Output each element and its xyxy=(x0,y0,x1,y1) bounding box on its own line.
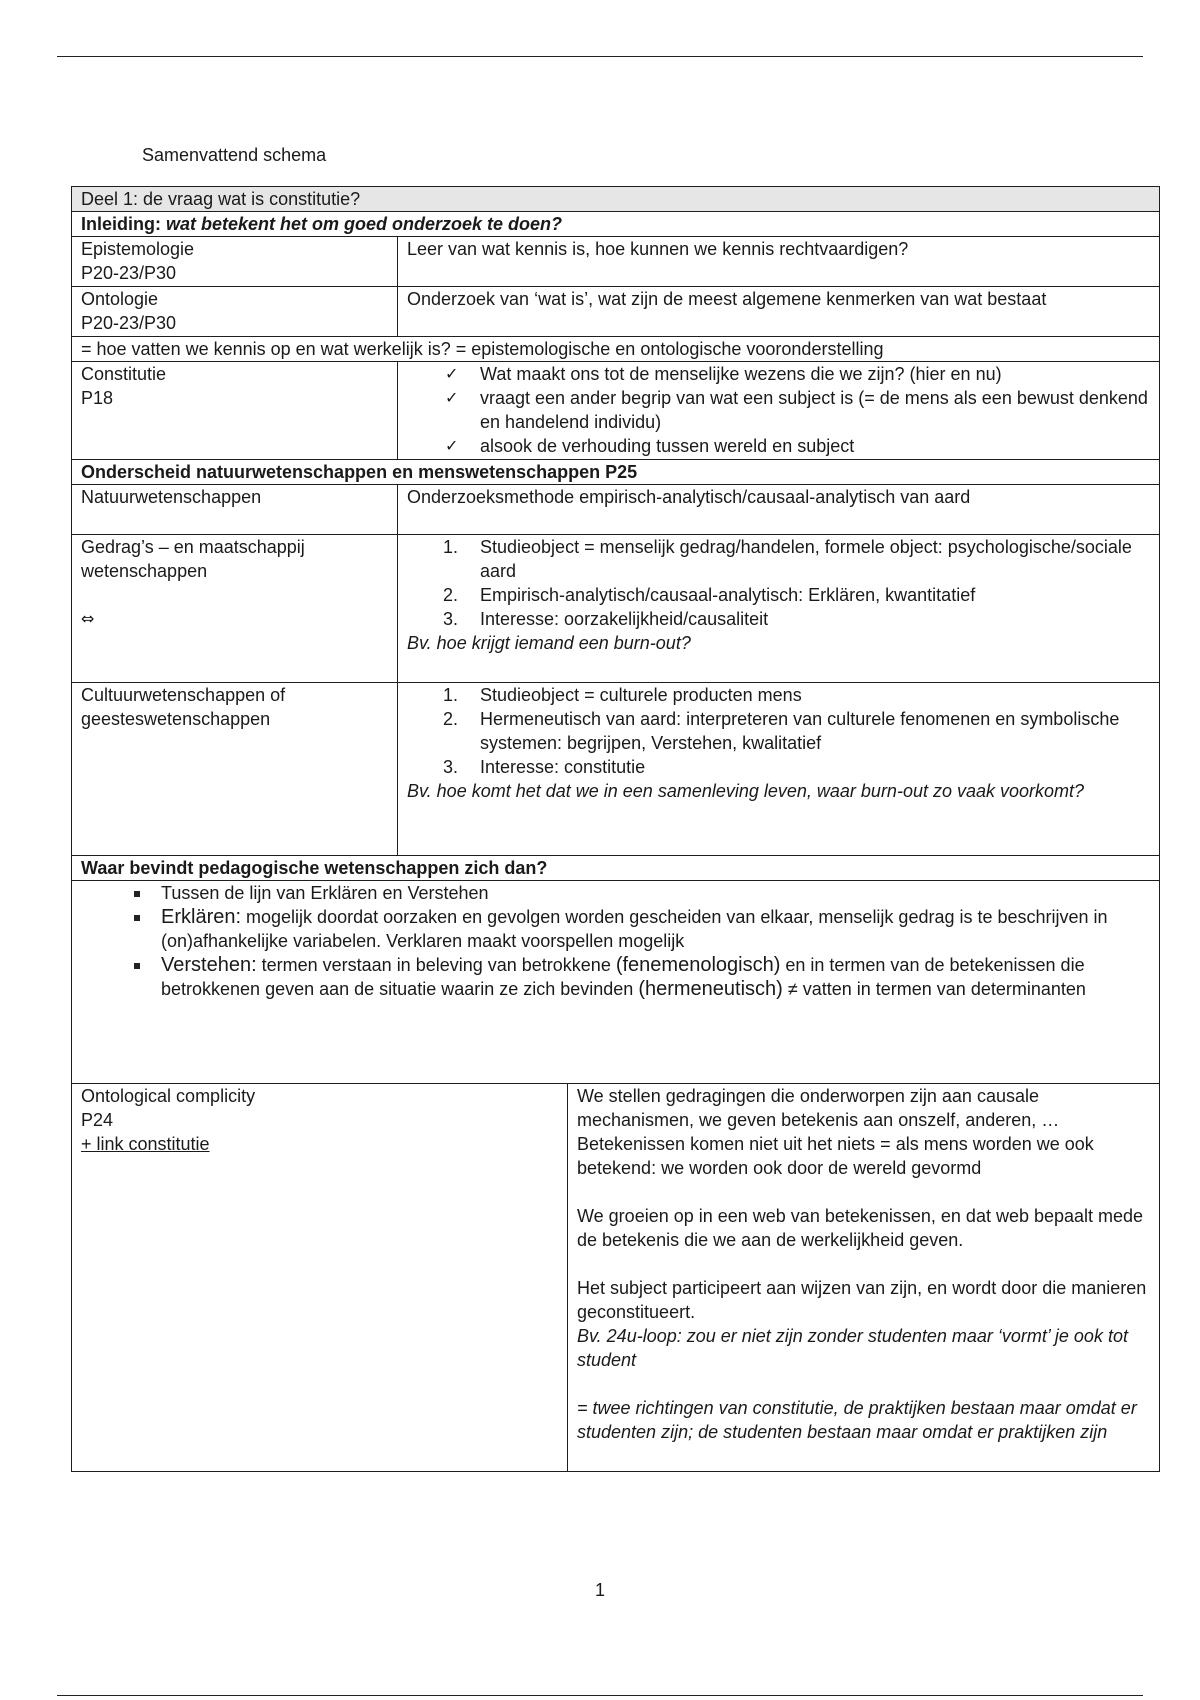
row-complicity xyxy=(72,1084,1160,1472)
complicity-text-cell xyxy=(568,1084,1160,1472)
row-ontologie xyxy=(72,287,1160,337)
check-icon: ✓ xyxy=(445,436,459,455)
complicity-term-cell xyxy=(72,1084,568,1472)
row-pedagogisch-heading xyxy=(72,856,1160,881)
footer-rule xyxy=(57,1695,1143,1696)
pedagogisch-list xyxy=(81,881,1150,1001)
cultuur-list-cell xyxy=(398,683,1160,856)
square-bullet-icon xyxy=(134,963,140,969)
square-bullet-icon xyxy=(134,891,140,897)
row-cultuur xyxy=(72,683,1160,856)
list-item: ✓ vraagt een ander begrip van wat een subject is (= de mens als een bewust denkend en handelend individu) xyxy=(445,388,1148,432)
inleiding-question: wat betekent het om goed onderzoek te doen? xyxy=(166,214,563,234)
check-icon: ✓ xyxy=(445,364,459,383)
list-item: 3. Interesse: constitutie xyxy=(443,757,646,777)
ontologie-desc: Onderzoek van ‘wat is’, wat zijn de meest algemene kenmerken van wat bestaat xyxy=(398,287,1160,337)
complicity-term: Ontological complicity xyxy=(81,1086,256,1106)
complicity-example: Bv. 24u-loop: zou er niet zijn zonder studenten maar ‘vormt’ je ook tot student xyxy=(577,1326,1128,1370)
complicity-paragraph-1: We stellen gedragingen die onderworpen zijn aan causale mechanismen, we geven betekenis aan onszelf, anderen, … Betekenissen komen niet uit het niets = als mens worden we ook betekend: we worden ook door de wereld gevormd xyxy=(577,1086,1094,1178)
constitutie-checklist xyxy=(407,362,1150,458)
kennis-statement: = hoe vatten we kennis op en wat werkelijk is? = epistemologische en ontologische vooronderstelling xyxy=(72,337,1160,362)
header-rule xyxy=(57,56,1143,57)
natuur-desc: Onderzoeksmethode empirisch-analytisch/causaal-analytisch van aard xyxy=(398,485,1160,535)
epistemologie-term-cell xyxy=(72,237,398,287)
document-title: Samenvattend schema xyxy=(142,145,327,165)
row-inleiding xyxy=(72,212,1160,237)
complicity-link: + link constitutie xyxy=(81,1134,210,1154)
ontologie-term-cell xyxy=(72,287,398,337)
list-item: 1. Studieobject = culturele producten mens xyxy=(443,685,802,705)
list-item: 3. Interesse: oorzakelijkheid/causaliteit xyxy=(443,609,769,629)
gedrag-list-cell xyxy=(398,535,1160,683)
row-gedrag xyxy=(72,535,1160,683)
double-arrow-icon: ⇔ xyxy=(81,609,95,628)
row-constitutie xyxy=(72,362,1160,460)
list-item: ✓ Wat maakt ons tot de menselijke wezens die we zijn? (hier en nu) xyxy=(445,364,1002,384)
ontologie-term: Ontologie xyxy=(81,289,159,309)
cultuur-list xyxy=(407,683,1150,779)
row-natuur xyxy=(72,485,1160,535)
epistemologie-desc: Leer van wat kennis is, hoe kunnen we kennis rechtvaardigen? xyxy=(398,237,1160,287)
list-item: Verstehen: termen verstaan in beleving van betrokkene (fenemenologisch) en in termen van de betekenissen die betrokkenen geven aan de situatie waarin ze zich bevinden (hermeneutisch) ≠ vatten in termen van determinanten xyxy=(81,953,1150,1001)
complicity-paragraph-4: = twee richtingen van constitutie, de praktijken bestaan maar omdat er studenten zijn; de studenten bestaan maar omdat er praktijken zijn xyxy=(577,1398,1137,1442)
cultuur-term: Cultuurwetenschappen of geesteswetenschappen xyxy=(72,683,398,856)
row-deel xyxy=(72,187,1160,212)
list-item: Tussen de lijn van Erklären en Verstehen xyxy=(81,881,1150,905)
inleiding-heading xyxy=(72,212,1160,237)
deel-heading: Deel 1: de vraag wat is constitutie? xyxy=(72,187,1160,212)
page-number: 1 xyxy=(594,1580,605,1600)
ontologie-ref: P20-23/P30 xyxy=(81,313,177,333)
complicity-paragraph-2: We groeien op in een web van betekenissen, en dat web bepaalt mede de betekenis die we aan de werkelijkheid geven. xyxy=(577,1206,1144,1250)
row-kennis xyxy=(72,337,1160,362)
constitutie-ref: P18 xyxy=(81,388,114,408)
complicity-ref: P24 xyxy=(81,1110,114,1130)
gedrag-term-cell xyxy=(72,535,398,683)
inleiding-prefix: Inleiding: xyxy=(81,214,166,234)
row-epistemologie xyxy=(72,237,1160,287)
epistemologie-ref: P20-23/P30 xyxy=(81,263,177,283)
cultuur-example: Bv. hoe komt het dat we in een samenleving leven, waar burn-out zo vaak voorkomt? xyxy=(407,781,1085,801)
gedrag-term: Gedrag’s – en maatschappij wetenschappen xyxy=(81,537,305,581)
gedrag-list xyxy=(407,535,1150,631)
row-onderscheid xyxy=(72,460,1160,485)
constitutie-term: Constitutie xyxy=(81,364,167,384)
list-item: ✓ alsook de verhouding tussen wereld en subject xyxy=(445,436,855,456)
epistemologie-term: Epistemologie xyxy=(81,239,195,259)
constitutie-list-cell xyxy=(398,362,1160,460)
pedagogisch-body xyxy=(72,881,1160,1084)
list-item: 1. Studieobject = menselijk gedrag/handelen, formele object: psychologische/sociale aard xyxy=(443,537,1132,581)
list-item: Erklären: mogelijk doordat oorzaken en gevolgen worden gescheiden van elkaar, menselijk gedrag is te beschrijven in (on)afhankelijke variabelen. Verklaren maakt voorspellen mogelijk xyxy=(81,905,1150,953)
natuur-term: Natuurwetenschappen xyxy=(72,485,398,535)
pedagogisch-heading: Waar bevindt pedagogische wetenschappen zich dan? xyxy=(72,856,1160,881)
summary-table xyxy=(71,186,1160,1472)
complicity-paragraph-3: Het subject participeert aan wijzen van zijn, en wordt door die manieren geconstitueert. xyxy=(577,1278,1147,1322)
gedrag-example: Bv. hoe krijgt iemand een burn-out? xyxy=(407,633,691,653)
list-item: 2. Empirisch-analytisch/causaal-analytisch: Erklären, kwantitatief xyxy=(443,585,976,605)
check-icon: ✓ xyxy=(445,388,459,407)
constitutie-term-cell xyxy=(72,362,398,460)
onderscheid-heading: Onderscheid natuurwetenschappen en menswetenschappen P25 xyxy=(72,460,1160,485)
list-item: 2. Hermeneutisch van aard: interpreteren van culturele fenomenen en symbolische systemen: begrijpen, Verstehen, kwalitatief xyxy=(443,709,1120,753)
row-pedagogisch-body xyxy=(72,881,1160,1084)
square-bullet-icon xyxy=(134,915,140,921)
